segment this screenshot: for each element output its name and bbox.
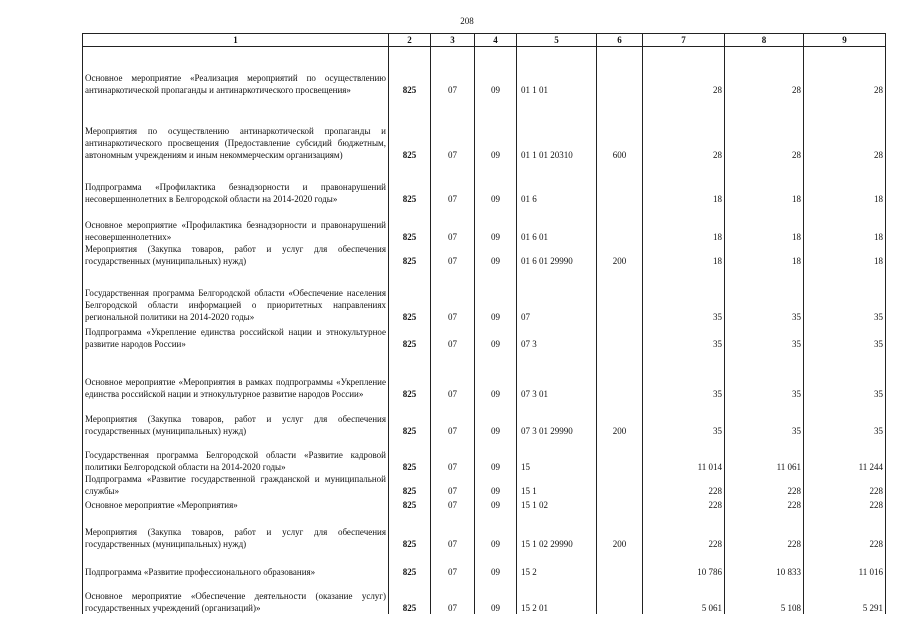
row-amount-year-3: 228 bbox=[804, 511, 886, 550]
table-row bbox=[83, 267, 886, 323]
row-ved-code: 825 bbox=[389, 205, 431, 243]
row-amount-year-2: 35 bbox=[725, 350, 804, 400]
row-description: Подпрограмма «Укрепление единства российской нации и этнокультурное развитие народов России» bbox=[83, 323, 389, 350]
row-section-code: 07 bbox=[431, 205, 475, 243]
row-expense-type: 600 bbox=[597, 96, 643, 161]
row-amount-year-3: 18 bbox=[804, 161, 886, 205]
table-row bbox=[83, 243, 886, 267]
row-amount-year-1: 35 bbox=[643, 323, 725, 350]
row-expense-type bbox=[597, 323, 643, 350]
row-section-code: 07 bbox=[431, 497, 475, 511]
row-expense-type: 200 bbox=[597, 243, 643, 267]
row-subsection-code: 09 bbox=[475, 47, 517, 96]
row-description: Подпрограмма «Развитие профессионального образования» bbox=[83, 550, 389, 578]
row-amount-year-2: 10 833 bbox=[725, 550, 804, 578]
row-amount-year-1: 28 bbox=[643, 47, 725, 96]
row-amount-year-3: 28 bbox=[804, 47, 886, 96]
row-amount-year-2: 228 bbox=[725, 473, 804, 497]
row-subsection-code: 09 bbox=[475, 350, 517, 400]
row-section-code: 07 bbox=[431, 350, 475, 400]
row-subsection-code: 09 bbox=[475, 400, 517, 437]
column-header: 9 bbox=[804, 34, 886, 47]
column-header: 2 bbox=[389, 34, 431, 47]
table-row bbox=[83, 161, 886, 205]
row-subsection-code: 09 bbox=[475, 473, 517, 497]
row-section-code: 07 bbox=[431, 323, 475, 350]
row-target-article: 01 1 01 20310 bbox=[517, 96, 597, 161]
row-ved-code: 825 bbox=[389, 243, 431, 267]
row-amount-year-2: 228 bbox=[725, 497, 804, 511]
row-description: Основное мероприятие «Обеспечение деятельности (оказание услуг) государственных учреждений (организаций)» bbox=[83, 578, 389, 614]
row-amount-year-1: 18 bbox=[643, 243, 725, 267]
row-amount-year-2: 18 bbox=[725, 243, 804, 267]
column-header: 4 bbox=[475, 34, 517, 47]
column-header: 7 bbox=[643, 34, 725, 47]
row-description: Мероприятия (Закупка товаров, работ и услуг для обеспечения государственных (муниципальных) нужд) bbox=[83, 511, 389, 550]
row-amount-year-3: 28 bbox=[804, 96, 886, 161]
row-section-code: 07 bbox=[431, 96, 475, 161]
row-subsection-code: 09 bbox=[475, 511, 517, 550]
row-amount-year-1: 28 bbox=[643, 96, 725, 161]
row-section-code: 07 bbox=[431, 243, 475, 267]
row-amount-year-2: 18 bbox=[725, 161, 804, 205]
row-amount-year-1: 228 bbox=[643, 473, 725, 497]
row-amount-year-2: 28 bbox=[725, 96, 804, 161]
row-amount-year-3: 5 291 bbox=[804, 578, 886, 614]
row-amount-year-3: 35 bbox=[804, 267, 886, 323]
row-ved-code: 825 bbox=[389, 350, 431, 400]
row-ved-code: 825 bbox=[389, 473, 431, 497]
row-description: Подпрограмма «Профилактика безнадзорности и правонарушений несовершеннолетних в Белгородской области на 2014-2020 годы» bbox=[83, 161, 389, 205]
row-amount-year-1: 228 bbox=[643, 497, 725, 511]
row-description: Мероприятия (Закупка товаров, работ и услуг для обеспечения государственных (муниципальных) нужд) bbox=[83, 400, 389, 437]
row-section-code: 07 bbox=[431, 400, 475, 437]
row-expense-type bbox=[597, 267, 643, 323]
table-row bbox=[83, 473, 886, 497]
row-amount-year-3: 228 bbox=[804, 497, 886, 511]
table-row bbox=[83, 323, 886, 350]
row-amount-year-1: 18 bbox=[643, 161, 725, 205]
row-amount-year-1: 228 bbox=[643, 511, 725, 550]
row-description: Государственная программа Белгородской области «Развитие кадровой политики Белгородской области на 2014-2020 годы» bbox=[83, 437, 389, 473]
row-ved-code: 825 bbox=[389, 267, 431, 323]
row-amount-year-3: 18 bbox=[804, 205, 886, 243]
budget-table bbox=[82, 33, 886, 614]
row-amount-year-3: 18 bbox=[804, 243, 886, 267]
table-row bbox=[83, 400, 886, 437]
row-target-article: 15 bbox=[517, 437, 597, 473]
row-section-code: 07 bbox=[431, 578, 475, 614]
table-row bbox=[83, 350, 886, 400]
table-row bbox=[83, 511, 886, 550]
row-amount-year-1: 18 bbox=[643, 205, 725, 243]
row-ved-code: 825 bbox=[389, 161, 431, 205]
row-amount-year-2: 28 bbox=[725, 47, 804, 96]
row-subsection-code: 09 bbox=[475, 96, 517, 161]
row-target-article: 15 1 bbox=[517, 473, 597, 497]
table-row bbox=[83, 550, 886, 578]
row-section-code: 07 bbox=[431, 47, 475, 96]
row-expense-type bbox=[597, 350, 643, 400]
row-target-article: 15 1 02 bbox=[517, 497, 597, 511]
table-row bbox=[83, 47, 886, 96]
row-subsection-code: 09 bbox=[475, 578, 517, 614]
column-header: 6 bbox=[597, 34, 643, 47]
row-section-code: 07 bbox=[431, 437, 475, 473]
table-row bbox=[83, 578, 886, 614]
row-amount-year-2: 35 bbox=[725, 323, 804, 350]
row-target-article: 15 1 02 29990 bbox=[517, 511, 597, 550]
row-amount-year-1: 35 bbox=[643, 350, 725, 400]
row-description: Основное мероприятие «Реализация мероприятий по осуществлению антинаркотической пропаганды и антинаркотического просвещения» bbox=[83, 47, 389, 96]
row-subsection-code: 09 bbox=[475, 497, 517, 511]
row-ved-code: 825 bbox=[389, 497, 431, 511]
row-amount-year-3: 11 016 bbox=[804, 550, 886, 578]
row-description: Мероприятия (Закупка товаров, работ и услуг для обеспечения государственных (муниципальных) нужд) bbox=[83, 243, 389, 267]
row-subsection-code: 09 bbox=[475, 243, 517, 267]
row-expense-type bbox=[597, 161, 643, 205]
row-amount-year-1: 5 061 bbox=[643, 578, 725, 614]
row-expense-type bbox=[597, 550, 643, 578]
row-amount-year-3: 228 bbox=[804, 473, 886, 497]
row-amount-year-1: 35 bbox=[643, 400, 725, 437]
row-ved-code: 825 bbox=[389, 400, 431, 437]
page-number: 208 bbox=[460, 16, 474, 26]
row-subsection-code: 09 bbox=[475, 161, 517, 205]
row-target-article: 07 bbox=[517, 267, 597, 323]
column-header: 1 bbox=[83, 34, 389, 47]
row-expense-type: 200 bbox=[597, 400, 643, 437]
table-row bbox=[83, 437, 886, 473]
row-amount-year-2: 11 061 bbox=[725, 437, 804, 473]
row-target-article: 01 6 01 bbox=[517, 205, 597, 243]
row-amount-year-2: 5 108 bbox=[725, 578, 804, 614]
row-subsection-code: 09 bbox=[475, 267, 517, 323]
row-target-article: 07 3 01 29990 bbox=[517, 400, 597, 437]
row-amount-year-1: 10 786 bbox=[643, 550, 725, 578]
row-subsection-code: 09 bbox=[475, 205, 517, 243]
row-target-article: 07 3 bbox=[517, 323, 597, 350]
row-ved-code: 825 bbox=[389, 578, 431, 614]
row-ved-code: 825 bbox=[389, 511, 431, 550]
row-section-code: 07 bbox=[431, 161, 475, 205]
row-target-article: 01 6 01 29990 bbox=[517, 243, 597, 267]
column-header: 8 bbox=[725, 34, 804, 47]
row-amount-year-2: 35 bbox=[725, 267, 804, 323]
row-amount-year-2: 228 bbox=[725, 511, 804, 550]
row-section-code: 07 bbox=[431, 473, 475, 497]
row-expense-type bbox=[597, 437, 643, 473]
row-amount-year-2: 18 bbox=[725, 205, 804, 243]
row-section-code: 07 bbox=[431, 267, 475, 323]
row-target-article: 07 3 01 bbox=[517, 350, 597, 400]
row-subsection-code: 09 bbox=[475, 437, 517, 473]
table-row bbox=[83, 497, 886, 511]
row-amount-year-3: 11 244 bbox=[804, 437, 886, 473]
row-section-code: 07 bbox=[431, 511, 475, 550]
row-target-article: 15 2 bbox=[517, 550, 597, 578]
table-row bbox=[83, 205, 886, 243]
row-target-article: 01 6 bbox=[517, 161, 597, 205]
row-subsection-code: 09 bbox=[475, 323, 517, 350]
row-description: Основное мероприятие «Мероприятия» bbox=[83, 497, 389, 511]
row-expense-type bbox=[597, 205, 643, 243]
table-body bbox=[83, 47, 886, 614]
row-description: Подпрограмма «Развитие государственной гражданской и муниципальной службы» bbox=[83, 473, 389, 497]
row-target-article: 15 2 01 bbox=[517, 578, 597, 614]
row-description: Основное мероприятие «Мероприятия в рамках подпрограммы «Укрепление единства российской нации и этнокультурное развитие народов России» bbox=[83, 350, 389, 400]
row-expense-type bbox=[597, 473, 643, 497]
row-amount-year-3: 35 bbox=[804, 323, 886, 350]
row-description: Основное мероприятие «Профилактика безнадзорности и правонарушений несовершеннолетних» bbox=[83, 205, 389, 243]
row-subsection-code: 09 bbox=[475, 550, 517, 578]
row-amount-year-2: 35 bbox=[725, 400, 804, 437]
row-ved-code: 825 bbox=[389, 96, 431, 161]
budget-table-container bbox=[82, 33, 885, 614]
row-expense-type: 200 bbox=[597, 511, 643, 550]
row-expense-type bbox=[597, 497, 643, 511]
column-header: 5 bbox=[517, 34, 597, 47]
row-description: Мероприятия по осуществлению антинаркотической пропаганды и антинаркотического просвещения (Предоставление субсидий бюджетным, автономным учреждениям и иным некоммерческим организациям) bbox=[83, 96, 389, 161]
row-ved-code: 825 bbox=[389, 47, 431, 96]
row-target-article: 01 1 01 bbox=[517, 47, 597, 96]
row-description: Государственная программа Белгородской области «Обеспечение населения Белгородской области информацией о приоритетных направлениях региональной политики на 2014-2020 годы» bbox=[83, 267, 389, 323]
row-section-code: 07 bbox=[431, 550, 475, 578]
row-amount-year-1: 11 014 bbox=[643, 437, 725, 473]
row-ved-code: 825 bbox=[389, 550, 431, 578]
column-header: 3 bbox=[431, 34, 475, 47]
row-amount-year-3: 35 bbox=[804, 350, 886, 400]
row-amount-year-3: 35 bbox=[804, 400, 886, 437]
row-amount-year-1: 35 bbox=[643, 267, 725, 323]
table-header-row bbox=[83, 34, 886, 47]
row-expense-type bbox=[597, 578, 643, 614]
table-row bbox=[83, 96, 886, 161]
row-expense-type bbox=[597, 47, 643, 96]
row-ved-code: 825 bbox=[389, 437, 431, 473]
row-ved-code: 825 bbox=[389, 323, 431, 350]
